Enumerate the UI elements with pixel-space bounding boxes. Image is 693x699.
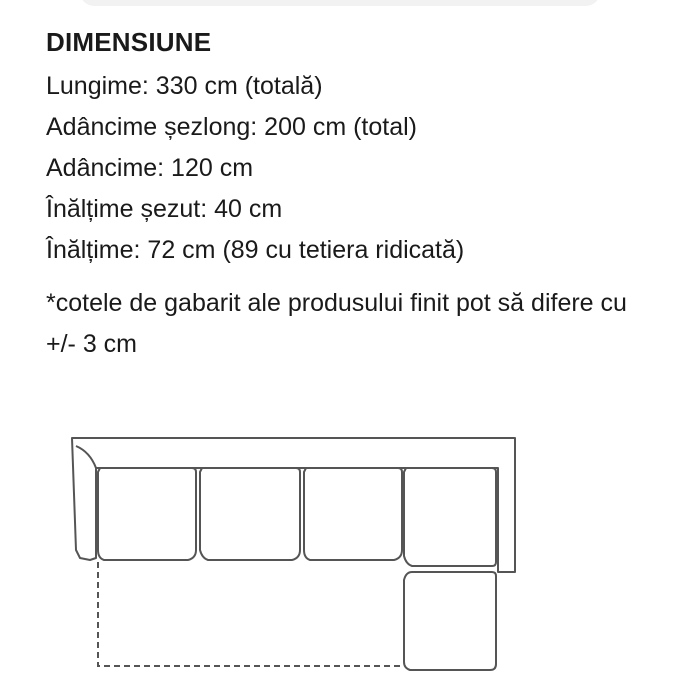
tolerance-note: *cotele de gabarit ale produsului finit pot să difere cu +/- 3 cm <box>46 289 627 358</box>
seat-cushion-1 <box>98 468 196 560</box>
seat-height-spec: Înălțime șezut: 40 cm <box>46 195 283 223</box>
optional-chaise-outline <box>98 562 404 666</box>
seat-cushion-3 <box>304 468 402 560</box>
chaise-cushion <box>404 572 496 670</box>
dimensions-section <box>46 26 666 365</box>
depth-spec: Adâncime: 120 cm <box>46 154 254 182</box>
length-spec: Lungime: 330 cm (totală) <box>46 72 323 100</box>
sofa-armrest <box>76 446 96 468</box>
previous-card-edge <box>80 0 600 6</box>
chaise-depth-spec: Adâncime șezlong: 200 cm (total) <box>46 113 418 141</box>
dimensions-heading: DIMENSIUNE <box>46 27 212 57</box>
sofa-diagram <box>60 430 530 680</box>
seat-cushion-4 <box>404 468 496 566</box>
height-spec: Înălțime: 72 cm (89 cu tetiera ridicată) <box>46 236 465 264</box>
sofa-backrest <box>72 438 515 572</box>
seat-cushion-2 <box>200 468 300 560</box>
